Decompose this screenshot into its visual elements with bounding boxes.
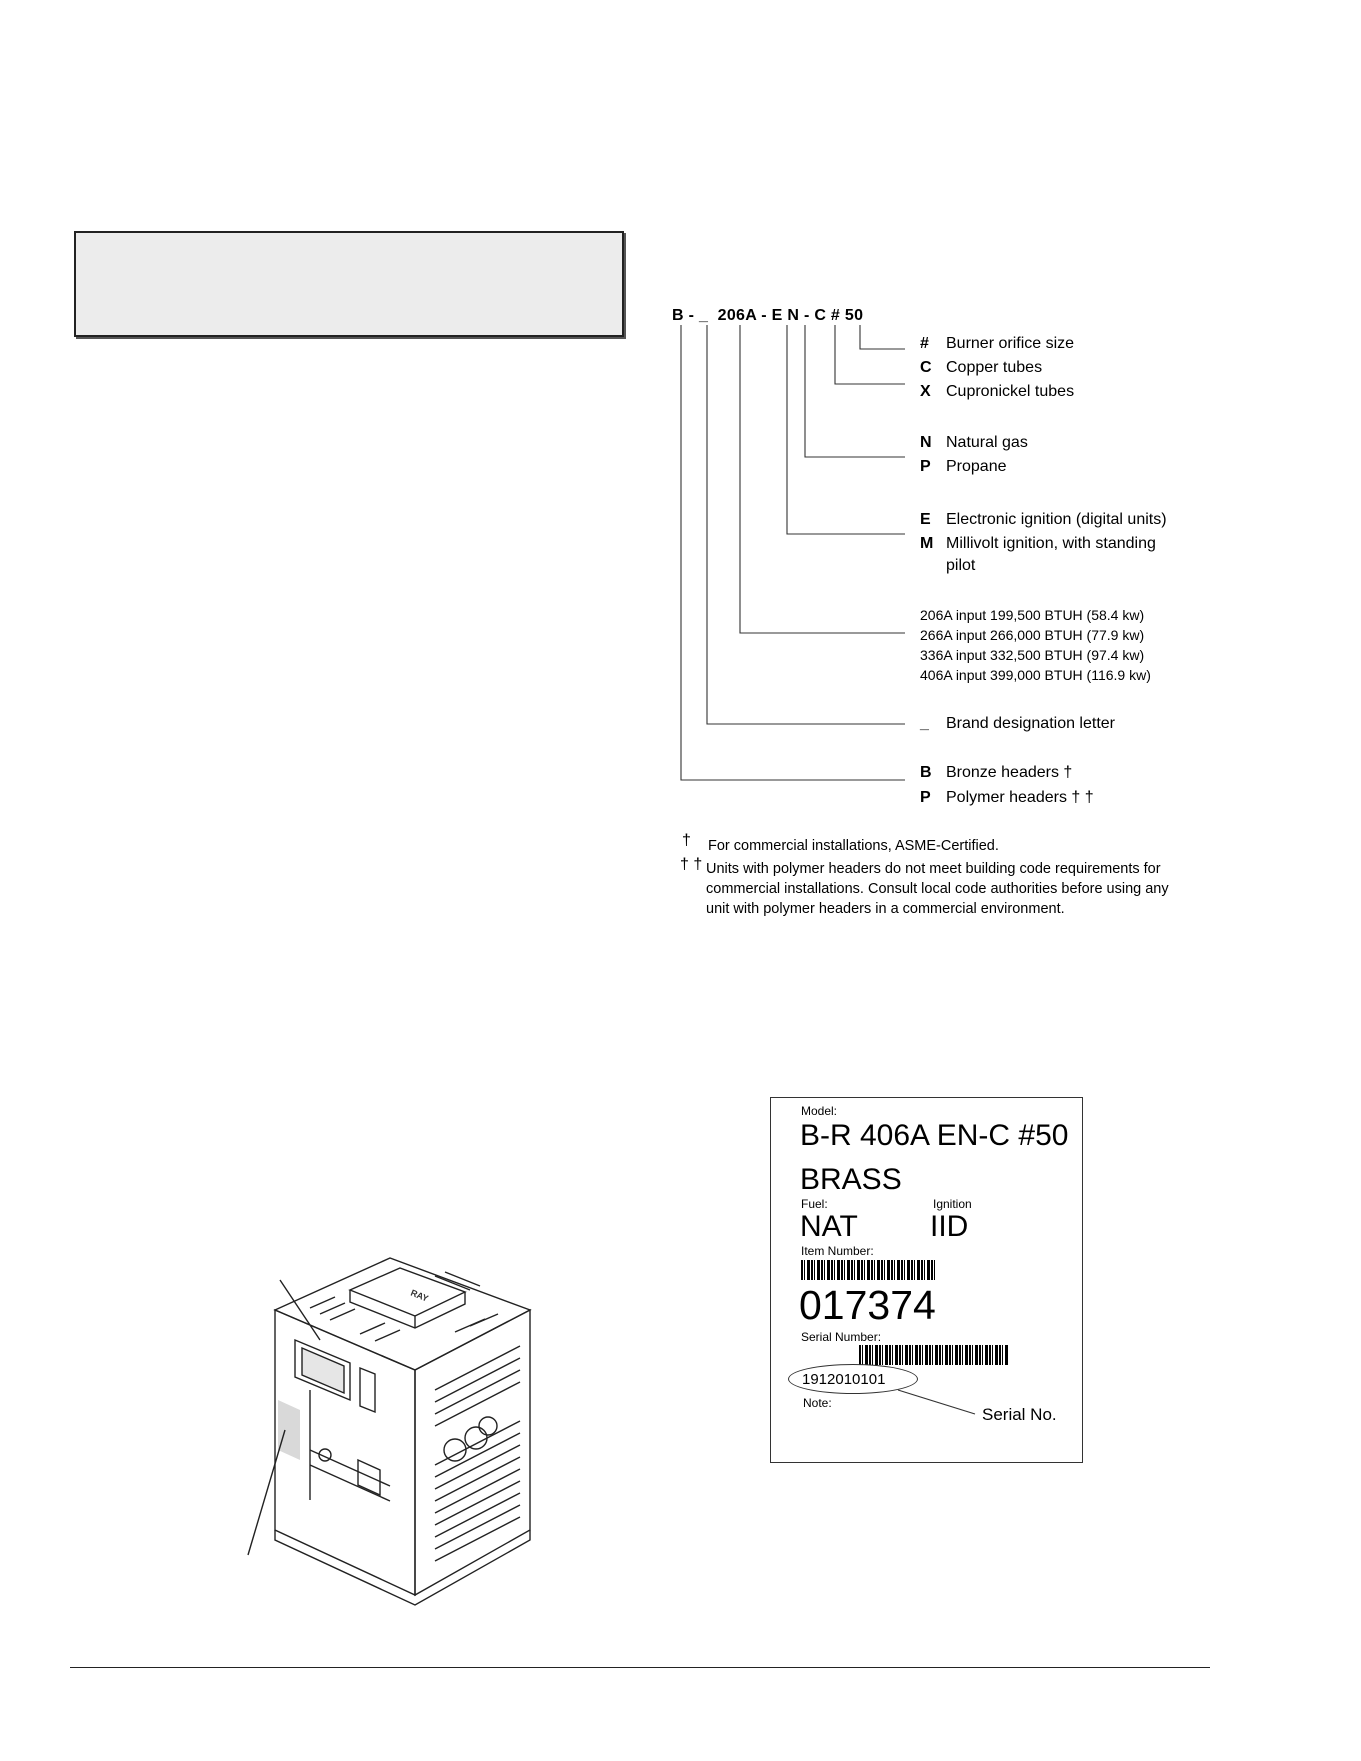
serial-number-label: Serial Number: (801, 1330, 882, 1344)
heater-lid-mark: RAY (409, 1287, 430, 1304)
item-number-label: Item Number: (801, 1244, 874, 1258)
header-material: BRASS (800, 1163, 902, 1196)
legend-cupronickel: X Cupronickel tubes (920, 383, 1075, 400)
serial-number-value: 1912010101 (802, 1371, 886, 1388)
input-266a: 266A input 266,000 BTUH (77.9 kw) (920, 627, 1145, 643)
model-number-string: B - _ 206A - E N - C # 50 (672, 307, 864, 324)
footnote-2: Units with polymer headers do not meet building code requirements for commercial installations. Consult local code authorities before using any unit with polymer headers in a commercial environment. (706, 861, 1169, 917)
ignition-value: IID (930, 1210, 969, 1243)
footnote-mark-2: † † (680, 856, 703, 873)
note-label: Note: (803, 1396, 832, 1410)
item-number-value: 017374 (799, 1282, 936, 1328)
legend-brand: _ Brand designation letter (920, 715, 1115, 732)
input-206a: 206A input 199,500 BTUH (58.4 kw) (920, 607, 1145, 623)
ignition-label: Ignition (933, 1197, 972, 1211)
legend-copper: C Copper tubes (920, 359, 1043, 376)
model-label: Model: (801, 1104, 838, 1118)
item-number-barcode (801, 1260, 937, 1280)
footnote-mark-1: † (682, 832, 691, 849)
fuel-value: NAT (800, 1210, 858, 1243)
pool-heater-illustration (240, 1250, 560, 1610)
serial-number-callout: Serial No. (982, 1405, 1057, 1424)
footnote-1: For commercial installations, ASME-Certified. (708, 838, 999, 854)
notice-box (74, 231, 624, 337)
legend-millivolt-ignition: M Millivolt ignition, with standing (920, 535, 1156, 552)
legend-polymer: P Polymer headers † † (920, 789, 1094, 806)
serial-number-barcode (859, 1345, 1009, 1365)
input-406a: 406A input 399,000 BTUH (116.9 kw) (920, 667, 1151, 683)
legend-millivolt-cont: pilot (946, 557, 976, 574)
legend-orifice: # Burner orifice size (920, 335, 1075, 352)
serial-number-highlight (788, 1364, 918, 1394)
legend-propane: P Propane (920, 458, 1007, 475)
legend-electronic-ignition: E Electronic ignition (digital units) (920, 511, 1167, 528)
footer-divider (70, 1667, 1210, 1668)
fuel-label: Fuel: (801, 1197, 828, 1211)
model-value: B-R 406A EN-C #50 (800, 1119, 1069, 1152)
legend-bronze: B Bronze headers † (920, 764, 1073, 781)
legend-natural-gas: N Natural gas (920, 434, 1028, 451)
input-336a: 336A input 332,500 BTUH (97.4 kw) (920, 647, 1145, 663)
